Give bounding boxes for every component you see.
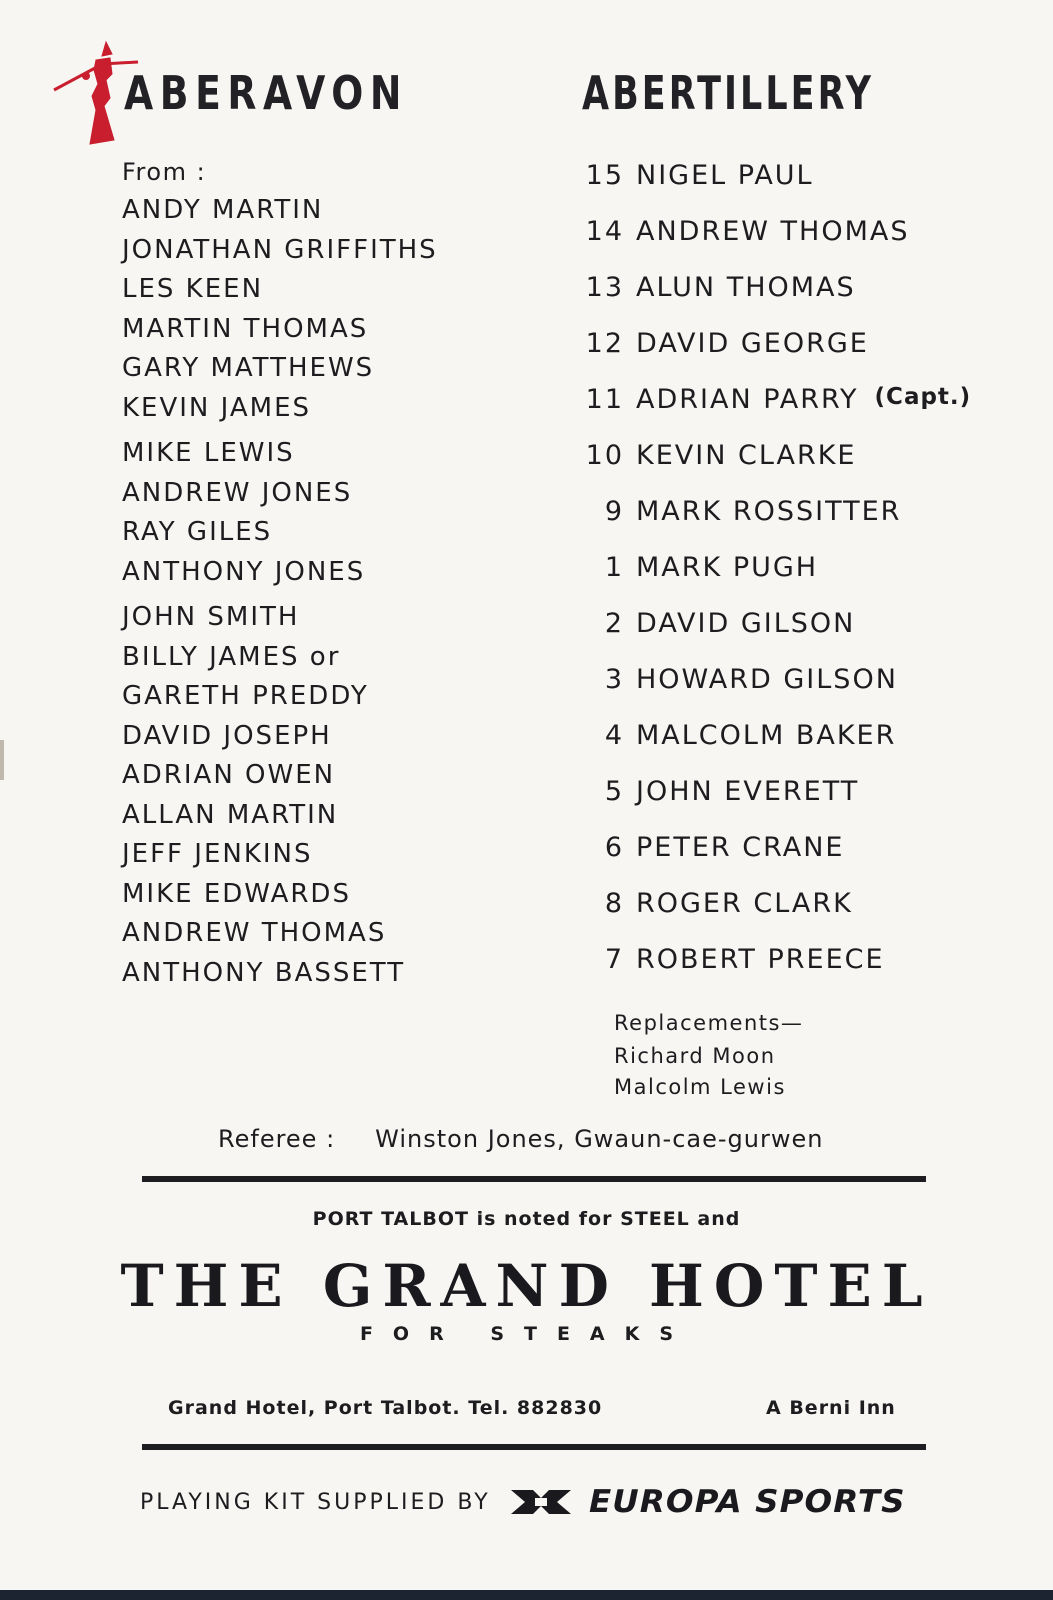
divider — [142, 1176, 926, 1182]
referee-line — [218, 1125, 823, 1153]
player-name: DAVID GEORGE — [636, 328, 869, 359]
player-number: 5 — [604, 776, 624, 807]
player-number: 3 — [604, 664, 624, 695]
player-name: KEVIN CLARKE — [636, 440, 857, 471]
player-number: 10 — [585, 440, 624, 471]
squad-player: LES KEEN — [122, 274, 264, 304]
player-number: 2 — [604, 608, 624, 639]
squad-group-backs — [122, 191, 522, 428]
team-row — [576, 328, 1016, 384]
captain-marker: (Capt.) — [874, 384, 972, 410]
player-number: 9 — [604, 496, 624, 527]
team-row — [576, 272, 1016, 328]
player-number: 14 — [585, 216, 624, 247]
player-number: 1 — [604, 552, 624, 583]
player-number: 8 — [604, 888, 624, 919]
player-name: ADRIAN PARRY — [636, 384, 859, 415]
player-name: ALUN THOMAS — [636, 272, 856, 303]
squad-player: ADRIAN OWEN — [122, 760, 336, 790]
advert-address: Grand Hotel, Port Talbot. Tel. 882830 — [168, 1397, 603, 1419]
team-row — [576, 664, 1016, 720]
home-team-title: ABERAVON — [124, 66, 409, 120]
squad-player: GARETH PREDDY — [122, 681, 369, 711]
squad-player: ANDY MARTIN — [122, 195, 324, 225]
squad-player: JOHN SMITH — [122, 602, 300, 632]
team-row — [576, 160, 1016, 216]
squad-player: ANDREW JONES — [122, 477, 353, 508]
away-team-title: ABERTILLERY — [582, 66, 874, 120]
team-row — [576, 440, 1016, 496]
player-name: HOWARD GILSON — [636, 664, 898, 695]
europa-logo-icon — [509, 1488, 573, 1516]
player-name: MALCOLM BAKER — [636, 720, 897, 751]
squad-from-label: From : — [122, 158, 207, 186]
squad-player: ANDREW THOMAS — [122, 918, 387, 948]
player-number: 12 — [585, 328, 624, 359]
player-name: JOHN EVERETT — [636, 776, 860, 807]
squad-player: BILLY JAMES or — [122, 641, 341, 672]
squad-player: DAVID JOSEPH — [122, 720, 332, 751]
team-row — [576, 944, 1016, 1000]
referee-label: Referee : — [218, 1125, 336, 1153]
player-name: NIGEL PAUL — [636, 160, 814, 191]
replacement-player: Malcolm Lewis — [614, 1075, 786, 1099]
squad-group-halves — [122, 434, 522, 592]
page-edge — [0, 740, 4, 780]
team-row — [576, 216, 1016, 272]
player-number: 4 — [604, 720, 624, 751]
player-name: DAVID GILSON — [636, 608, 856, 639]
player-name: PETER CRANE — [636, 832, 845, 863]
advert-inn: A Berni Inn — [766, 1397, 896, 1419]
player-name: ROGER CLARK — [636, 888, 853, 919]
team-row — [576, 776, 1016, 832]
player-name: MARK PUGH — [636, 552, 819, 583]
player-name: MARK ROSSITTER — [636, 496, 902, 527]
kit-sponsor — [140, 1484, 906, 1520]
squad-player: MIKE LEWIS — [122, 438, 295, 468]
team-row — [576, 496, 1016, 552]
away-team-list — [576, 160, 1016, 1000]
replacements — [614, 1008, 803, 1103]
page-bottom-edge — [0, 1590, 1053, 1600]
advert-tagline: FOR STEAKS — [359, 1323, 694, 1345]
squad-player: ANTHONY JONES — [122, 556, 366, 587]
home-squad — [122, 158, 522, 993]
kit-label: PLAYING KIT SUPPLIED BY — [140, 1489, 491, 1515]
advert-intro: PORT TALBOT is noted for STEEL and — [312, 1208, 741, 1230]
replacements-label: Replacements— — [614, 1011, 804, 1035]
squad-player: MARTIN THOMAS — [122, 313, 369, 344]
team-row — [576, 608, 1016, 664]
player-name: ROBERT PREECE — [636, 944, 885, 975]
player-number: 11 — [585, 384, 624, 415]
team-row — [576, 552, 1016, 608]
team-row — [576, 384, 1016, 440]
player-number: 7 — [604, 944, 624, 975]
kit-brand: EUROPA SPORTS — [588, 1484, 906, 1520]
player-number: 13 — [585, 272, 624, 303]
advert-hotel-name: THE GRAND HOTEL — [120, 1252, 933, 1320]
player-name: ANDREW THOMAS — [636, 216, 910, 247]
team-row — [576, 832, 1016, 888]
squad-player: ANTHONY BASSETT — [122, 957, 406, 988]
player-number: 15 — [585, 160, 624, 191]
squad-player: ALLAN MARTIN — [122, 799, 339, 830]
squad-player: RAY GILES — [122, 517, 273, 547]
squad-player: KEVIN JAMES — [122, 392, 312, 423]
player-number: 6 — [604, 832, 624, 863]
squad-player: JONATHAN GRIFFITHS — [122, 234, 438, 265]
team-row — [576, 720, 1016, 776]
squad-player: GARY MATTHEWS — [122, 353, 375, 383]
squad-player: JEFF JENKINS — [122, 839, 313, 869]
squad-group-forwards — [122, 598, 522, 993]
replacement-player: Richard Moon — [614, 1044, 776, 1068]
divider — [142, 1444, 926, 1450]
referee-name: Winston Jones, Gwaun-cae-gurwen — [375, 1125, 824, 1153]
team-row — [576, 888, 1016, 944]
squad-player: MIKE EDWARDS — [122, 878, 351, 909]
